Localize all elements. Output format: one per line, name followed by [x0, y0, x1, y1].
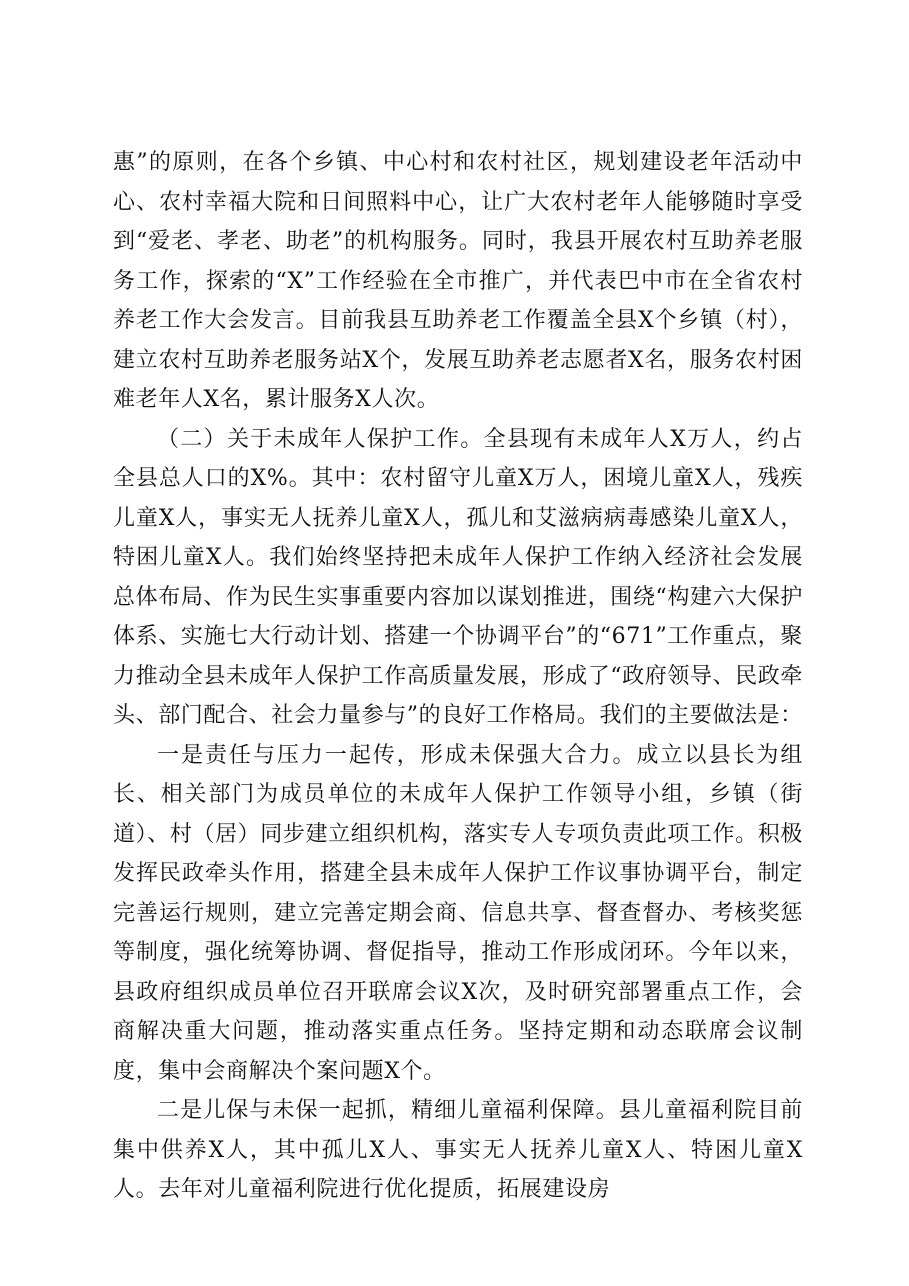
paragraph-minor-protection-intro: （二）关于未成年人保护工作。全县现有未成年人X万人，约占全县总人口的X%。其中：农村留守儿童X万人，困境儿童X人，残疾儿童X人，事实无人抚养儿童X人，孤儿和艾滋病病毒感染儿童X人，特困儿童X人。我们始终坚持把未成年人保护工作纳入经济社会发展总体布局、作为民生实事重要内容加以谋划推进，围绕“构建六大保护体系、实施七大行动计划、搭建一个协调平台”的“671”工作重点，聚力推动全县未成年人保护工作高质量发展，形成了“政府领导、民政牵头、部门配合、社会力量参与”的良好工作格局。我们的主要做法是： [113, 426, 803, 728]
document-page [113, 143, 803, 1210]
paragraph-child-welfare-measures: 二是儿保与未保一起抓，精细儿童福利保障。县儿童福利院目前集中供养X人，其中孤儿X人、事实无人抚养儿童X人、特困儿童X人。去年对儿童福利院进行优化提质，拓展建设房 [113, 1098, 803, 1202]
paragraph-responsibility-measures: 一是责任与压力一起传，形成未保强大合力。成立以县长为组长、相关部门为成员单位的未成年人保护工作领导小组，乡镇（街道）、村（居）同步建立组织机构，落实专人专项负责此项工作。积极发挥民政牵头作用，搭建全县未成年人保护工作议事协调平台，制定完善运行规则，建立完善定期会商、信息共享、督查督办、考核奖惩等制度，强化统筹协调、督促指导，推动工作形成闭环。今年以来，县政府组织成员单位召开联席会议X次，及时研究部署重点工作，会商解决重大问题，推动落实重点任务。坚持定期和动态联席会议制度，集中会商解决个案问题X个。 [113, 742, 803, 1084]
paragraph-elderly-care-continued: 惠”的原则，在各个乡镇、中心村和农村社区，规划建设老年活动中心、农村幸福大院和日间照料中心，让广大农村老年人能够随时享受到“爱老、孝老、助老”的机构服务。同时，我县开展农村互助养老服务工作，探索的“X”工作经验在全市推广，并代表巴中市在全省农村养老工作大会发言。目前我县互助养老工作覆盖全县X个乡镇（村），建立农村互助养老服务站X个，发展互助养老志愿者X名，服务农村困难老年人X名，累计服务X人次。 [113, 150, 803, 412]
